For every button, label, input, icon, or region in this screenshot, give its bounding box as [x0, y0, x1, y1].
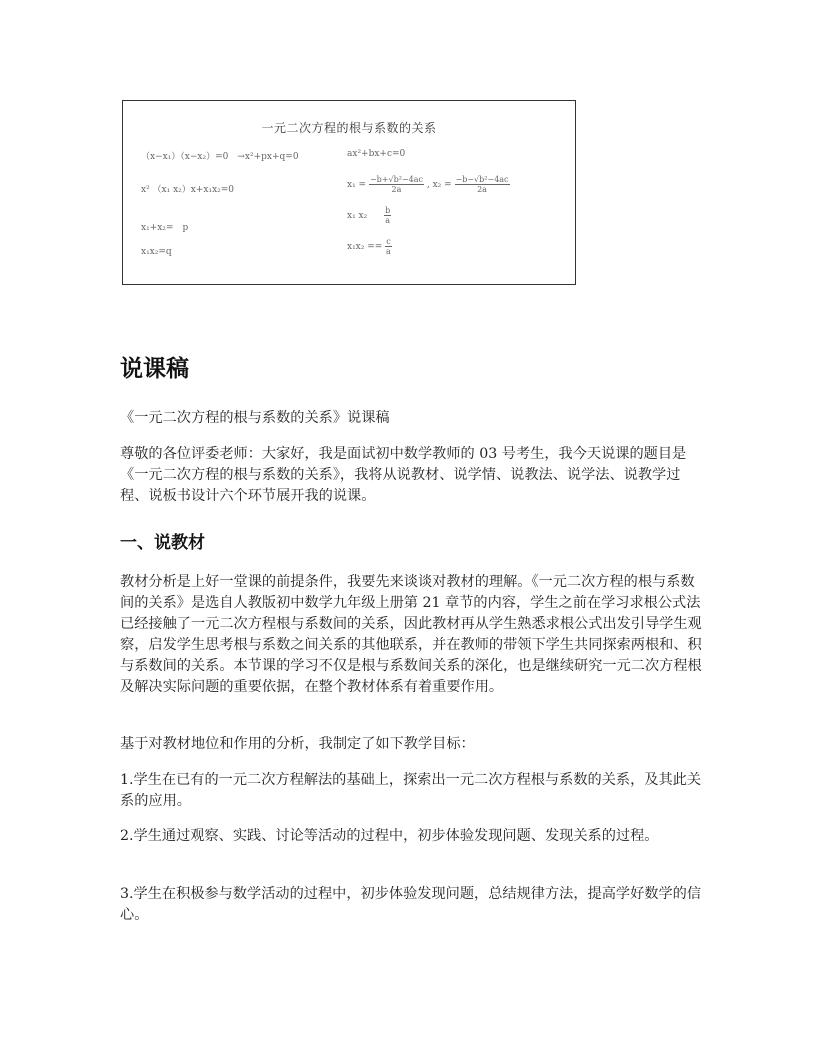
objectives-intro: 基于对教材地位和作用的分析，我制定了如下教学目标： [120, 736, 475, 752]
page-title: 说课稿 [120, 356, 189, 382]
objective-2: 2.学生通过观察、实践、讨论等活动的过程中，初步体验发现问题、发现关系的过程。 [120, 828, 659, 844]
prod-fraction [385, 237, 391, 256]
board-left-row1: （x−x₁）（x−x₂）=0 →x²+px+q=0 [141, 152, 299, 162]
x1-denominator: 2a [391, 185, 402, 194]
intro-paragraph: 尊敬的各位评委老师：大家好，我是面试初中数学教师的 03 号考生，我今天说课的题目是《一元二次方程的根与系数的关系》，我将从说教材、说学情、说教法、说学法、说教学过程、说板书设计六个环节展开我的说课。 [120, 446, 687, 504]
blackboard-figure [122, 100, 576, 285]
board-title: 一元二次方程的根与系数的关系 [261, 121, 437, 135]
objective-3: 3.学生在积极参与数学活动的过程中，初步体验发现问题，总结规律方法，提高学好数学的信心。 [120, 886, 702, 923]
doc-subtitle: 《一元二次方程的根与系数的关系》说课稿 [120, 410, 390, 426]
x1-lhs: x₁ = [347, 180, 367, 190]
x2-lhs: , x₂ = [426, 180, 452, 190]
x2-denominator: 2a [477, 185, 487, 194]
prod-denominator: a [386, 247, 391, 256]
x2-fraction [455, 175, 510, 194]
board-left-row4: x₁x₂=q [141, 247, 172, 257]
x1-numerator: −b+√b²−4ac [369, 175, 423, 184]
sum-numerator: b [385, 206, 391, 215]
objective-1: 1.学生在已有的一元二次方程解法的基础上，探索出一元二次方程根与系数的关系，及其此关系的应用。 [120, 772, 702, 809]
prod-numerator: c [386, 237, 391, 246]
board-left-row2: x² （x₁ x₂）x+x₁x₂=0 [141, 185, 235, 195]
board-sum-formula [347, 206, 391, 225]
board-right-row1: ax²+bx+c=0 [347, 149, 406, 159]
x2-numerator: −b−√b²−4ac [455, 175, 509, 184]
sum-lhs: x₁ x₂ [347, 211, 368, 221]
prod-lhs: x₁x₂ == [347, 242, 383, 252]
x1-fraction [369, 175, 424, 194]
sum-denominator: a [385, 216, 391, 225]
textbook-analysis-paragraph: 教材分析是上好一堂课的前提条件，我要先来谈谈对教材的理解。《一元二次方程的根与系数间的关系》是选自人教版初中数学九年级上册第 21 章节的内容，学生之前在学习求根公式法已经接触了一元二次方程根与系数间的关系，因此教材再从学生熟悉求根公式出发引导学生观察，启发学生思考根与系数之间关系的其他联系，并在教师的带领下学生共同探索两根和、积与系数间的关系。本节课的学习不仅是根与系数间关系的深化，也是继续研究一元二次方程根及解决实际问题的重要依据，在整个教材体系有着重要作用。 [120, 574, 702, 695]
sum-fraction [384, 206, 391, 225]
board-left-row3: x₁+x₂= p [141, 223, 189, 233]
board-product-formula [347, 237, 392, 256]
section-heading: 一、说教材 [120, 533, 205, 553]
board-root-formula [347, 175, 510, 194]
